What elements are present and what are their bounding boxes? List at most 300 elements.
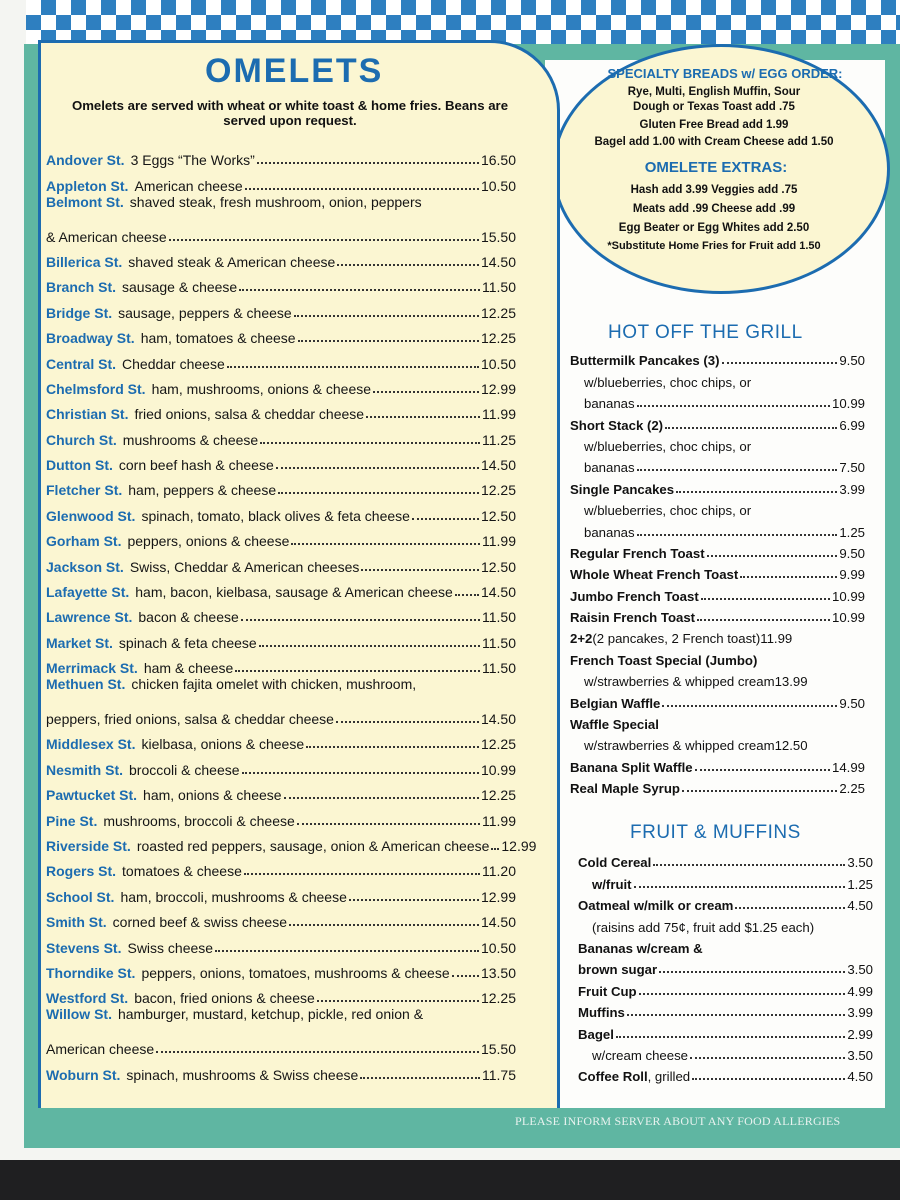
menu-item-name: Middlesex St. [46,736,136,753]
menu-item-price: 12.25 [480,787,516,804]
dot-leader [616,1036,845,1038]
menu-item-name: Oatmeal w/milk or cream [578,898,734,914]
menu-item-name: Broadway St. [46,330,135,347]
menu-item-price: 14.50 [480,711,516,728]
menu-item-description: ham, mushrooms, onions & cheese [151,380,372,397]
menu-item-name: Appleton St. [46,177,129,194]
menu-item-description: 3 Eggs “The Works” [130,152,255,169]
menu-item-description: mushrooms & cheese [122,431,259,448]
menu-item-name: Real Maple Syrup [570,781,680,797]
menu-item-description: sausage, peppers & cheese [118,304,292,321]
menu-item-name: Regular French Toast [570,545,705,561]
menu-item [46,194,516,245]
dot-leader [634,886,846,888]
dot-leader [242,772,479,774]
menu-item-description: Cheddar cheese [122,355,225,372]
dot-leader [455,594,479,596]
menu-item-description: American cheese [46,1041,155,1058]
menu-item-name: Stevens St. [46,939,122,956]
dot-leader [215,950,479,952]
grill-list [570,347,865,796]
menu-item-price: 12.50 [480,558,516,575]
dot-leader [707,555,838,557]
dot-leader [692,1078,845,1080]
menu-item-price: 11.50 [482,660,516,677]
menu-item [46,448,516,473]
menu-item-name: Woburn St. [46,1066,121,1083]
dot-leader [337,264,479,266]
menu-item [578,849,873,870]
menu-item [570,668,865,689]
menu-item [570,475,865,496]
menu-item-name: Pine St. [46,812,98,829]
menu-item-name: Cold Cereal [578,855,652,871]
menu-item-price: 14.50 [480,914,516,931]
dot-leader [298,340,479,342]
menu-item-name: w/cream cheese [592,1047,689,1063]
menu-item-price: 15.50 [480,1041,516,1058]
menu-item [570,433,865,454]
menu-item [570,561,865,582]
menu-item-name: Central St. [46,355,117,372]
menu-item-price: 12.25 [480,304,516,321]
menu-item-price: 11.25 [482,431,516,448]
menu-item-name: w/strawberries & whipped cream [584,738,775,754]
menu-item-name: Bagel [578,1026,614,1042]
menu-item-name: School St. [46,888,115,905]
menu-item-price: 12.50 [774,738,808,754]
dot-leader [637,469,838,471]
hot-off-the-grill-title: HOT OFF THE GRILL [608,322,803,343]
menu-item-name: Gorham St. [46,533,122,550]
menu-item [46,295,516,320]
menu-item-price: 10.50 [480,355,516,372]
dot-leader [289,924,479,926]
menu-item-price: 3.50 [847,1047,873,1063]
omelets-subtitle: Omelets are served with wheat or white toast & home fries. Beans are served upon request. [71,98,509,128]
menu-item-name: Glenwood St. [46,507,136,524]
menu-item-description: hamburger, mustard, ketchup, pickle, red onion & [117,1006,424,1023]
menu-item [46,930,516,955]
dot-leader [639,993,846,995]
menu-item-name: Lawrence St. [46,609,133,626]
menu-item-price: 2.99 [847,1026,873,1042]
menu-item-price: 14.50 [480,584,516,601]
dot-leader [690,1057,845,1059]
menu-item-name: Westford St. [46,990,129,1007]
menu-item [46,778,516,803]
menu-item-name: w/strawberries & whipped cream [584,674,775,690]
menu-item-price: 9.50 [839,545,865,561]
extras-line: Meats add .99 Cheese add .99 [632,203,796,215]
menu-item-description: & American cheese [46,228,167,245]
menu-item-price: 12.99 [480,888,516,905]
menu-item-description: chicken fajita omelet with chicken, mushroom, [131,676,417,693]
menu-item-description: ham & cheese [143,660,234,677]
menu-item-name: Raisin French Toast [570,610,696,626]
menu-item-description: spinach, mushrooms & Swiss cheese [126,1066,359,1083]
menu-item-name: Smith St. [46,914,107,931]
menu-item-line [46,676,516,692]
menu-item-price: 12.25 [480,736,516,753]
menu-item-name: Single Pancakes [570,481,675,497]
menu-item [46,676,516,727]
menu-item-description: roasted red peppers, sausage, onion & American cheese [136,837,490,854]
menu-item-name: Pawtucket St. [46,787,138,804]
menu-item-price: 10.50 [480,939,516,956]
menu-item [46,625,516,650]
menu-item-name: Willow St. [46,1006,112,1023]
menu-item [46,879,516,904]
menu-item [578,1020,873,1041]
menu-item [46,752,516,777]
menu-item-description: ham, peppers & cheese [128,482,277,499]
menu-item [578,956,873,977]
dot-leader [491,848,499,850]
menu-item-price: 12.25 [480,482,516,499]
menu-item-price: 11.50 [482,279,516,296]
menu-item-name: Jackson St. [46,558,124,575]
menu-item [46,346,516,371]
dot-leader [259,645,480,647]
menu-item [46,727,516,752]
menu-item-price: 14.50 [480,253,516,270]
menu-item [570,390,865,411]
menu-item-name: Whole Wheat French Toast [570,567,739,583]
menu-item-price: 3.99 [847,1005,873,1021]
menu-item-price: 1.25 [847,876,873,892]
dot-leader [297,823,480,825]
dot-leader [637,405,830,407]
menu-item-name: Market St. [46,634,113,651]
menu-item-description: mushrooms, broccoli & cheese [103,812,295,829]
menu-item [578,870,873,891]
menu-item [46,981,516,1006]
table-edge [0,1160,900,1200]
menu-item-price: 11.20 [482,863,516,880]
dot-leader [627,1014,845,1016]
menu-item-price: 6.99 [839,417,865,433]
menu-item-name: w/blueberries, choc chips, or [584,374,752,390]
menu-item-price: 11.99 [482,812,516,829]
extras-line: Egg Beater or Egg Whites add 2.50 [618,222,810,234]
menu-item-price: 3.99 [839,481,865,497]
menu-item [570,347,865,368]
menu-item-name: Andover St. [46,152,125,169]
menu-item [578,892,873,913]
menu-item [46,168,516,193]
breads-line: Rye, Multi, English Muffin, Sour [627,86,801,98]
breads-line: Gluten Free Bread add 1.99 [639,119,789,131]
menu-item-price: 10.50 [480,177,516,194]
menu-item-name: Muffins [578,1005,625,1021]
menu-item [46,600,516,625]
menu-item-price: 7.50 [839,460,865,476]
dot-leader [659,971,845,973]
menu-item-name: Riverside St. [46,837,131,854]
menu-item [46,803,516,828]
menu-item [46,1006,516,1057]
dot-leader [245,188,479,190]
dot-leader [260,442,480,444]
menu-item-price: 3.50 [847,962,873,978]
dot-leader [360,1077,480,1079]
menu-item-name: Lafayette St. [46,584,130,601]
menu-item-price: 10.99 [480,761,516,778]
menu-item [578,1042,873,1063]
menu-item-description: fried onions, salsa & cheddar cheese [134,406,365,423]
menu-item [570,625,865,646]
menu-item-line [46,711,516,727]
menu-item-price: 11.75 [482,1066,516,1083]
menu-item-price: 2.25 [839,781,865,797]
menu-item-name: Bananas w/cream & [578,940,703,956]
menu-item-description: bacon & cheese [138,609,239,626]
dot-leader [239,289,480,291]
omelets-list [46,143,537,1083]
dot-leader [278,492,479,494]
menu-item-name: Belgian Waffle [570,695,661,711]
menu-item-name: Rogers St. [46,863,117,880]
menu-item-name: Christian St. [46,406,129,423]
dot-leader [722,362,838,364]
menu-item-price: 10.99 [831,588,865,604]
menu-item [46,498,516,523]
menu-item [570,411,865,432]
fruit-list [578,849,873,1084]
dot-leader [317,1000,479,1002]
menu-item [570,646,865,667]
menu-item [578,1063,873,1084]
menu-item [570,518,865,539]
menu-item-price: 4.99 [847,983,873,999]
menu-item-name: 2+2 [570,631,593,647]
menu-item-name: Thorndike St. [46,964,136,981]
dot-leader [701,598,830,600]
menu-item [46,829,537,854]
dot-leader [373,391,479,393]
menu-item-description: Swiss, Cheddar & American cheeses [129,558,360,575]
menu-item-line [46,1006,516,1022]
menu-item-name: w/fruit [592,876,632,892]
menu-item-name: w/blueberries, choc chips, or [584,438,752,454]
dot-leader [665,427,837,429]
menu-item-name: Bridge St. [46,304,113,321]
menu-item-name: Dutton St. [46,457,113,474]
menu-item-price: 13.99 [774,674,808,690]
dot-leader [276,467,479,469]
menu-item-description: ham, tomatoes & cheese [140,330,296,347]
dot-leader [244,873,480,875]
menu-item-name: Coffee Roll [578,1069,648,1085]
menu-item-price: 12.25 [480,330,516,347]
dot-leader [241,619,480,621]
menu-item-price: 1.25 [839,524,865,540]
dot-leader [412,518,479,520]
menu-item [46,270,516,295]
menu-item-name: Belmont St. [46,193,124,210]
omelets-title: OMELETS [205,52,384,90]
menu-item [46,321,516,346]
menu-item-description: bacon, fried onions & cheese [134,990,315,1007]
dot-leader [676,491,837,493]
menu-item [46,422,516,447]
menu-item-line [46,194,516,210]
menu-item-name: Methuen St. [46,676,126,693]
dot-leader [169,239,479,241]
menu-item-description: shaved steak, fresh mushroom, onion, peppers [129,193,422,210]
menu-item-name: Fruit Cup [578,983,637,999]
dot-leader [366,416,480,418]
menu-item-name: Merrimack St. [46,660,138,677]
menu-item-name: Branch St. [46,279,117,296]
menu-item-description: Swiss cheese [127,939,214,956]
menu-item-name: Banana Split Waffle [570,759,693,775]
menu-item [570,497,865,518]
menu-item-price: 9.50 [839,695,865,711]
menu-item-line [46,229,516,245]
dot-leader [306,746,479,748]
menu-item-line [46,1041,516,1057]
dot-leader [291,543,480,545]
menu-item-price: 9.99 [839,567,865,583]
menu-item [46,524,516,549]
menu-item-name: Church St. [46,431,117,448]
dot-leader [349,899,479,901]
menu-item-name: Chelmsford St. [46,380,146,397]
menu-item [46,473,516,498]
menu-item [46,397,516,422]
menu-item [578,999,873,1020]
dot-leader [662,705,837,707]
menu-item [46,1057,516,1082]
menu-item-price: 4.50 [847,1069,873,1085]
menu-item-price: 12.25 [480,990,516,1007]
dot-leader [637,534,838,536]
dot-leader [682,790,837,792]
menu-item-description: American cheese [134,177,243,194]
menu-item-price: 9.50 [839,353,865,369]
menu-item [46,854,516,879]
menu-item [46,372,516,397]
menu-item-price: 13.50 [480,964,516,981]
menu-item [46,905,516,930]
menu-item-name: Short Stack (2) [570,417,664,433]
menu-item-description: tomatoes & cheese [122,863,242,880]
dot-leader [336,721,479,723]
menu-item [570,711,865,732]
menu-item-price: 12.50 [480,507,516,524]
breads-line: Dough or Texas Toast add .75 [633,101,795,113]
menu-item-name: French Toast Special (Jumbo) [570,652,758,668]
menu-item [570,775,865,796]
dot-leader [284,797,479,799]
menu-item-name: (raisins add 75¢, fruit add $1.25 each) [592,919,815,935]
menu-item-name: w/blueberries, choc chips, or [584,503,752,519]
dot-leader [697,619,830,621]
menu-item [46,956,516,981]
dot-leader [227,366,479,368]
menu-item-description: peppers, onions, tomatoes, mushrooms & cheese [141,964,450,981]
specialty-breads-title: SPECIALTY BREADS w/ EGG ORDER: [607,66,843,81]
menu-item-description: shaved steak & American cheese [128,253,336,270]
menu-item-price: 11.50 [482,634,516,651]
menu-item-description: ham, bacon, kielbasa, sausage & American cheese [135,584,453,601]
dot-leader [361,569,479,571]
menu-item [570,368,865,389]
dot-leader [294,315,479,317]
extras-line: Hash add 3.99 Veggies add .75 [630,184,798,196]
fruit-and-muffins-title: FRUIT & MUFFINS [630,822,801,843]
menu-item-name: Buttermilk Pancakes (3) [570,353,720,369]
dot-leader [695,769,830,771]
menu-item-description: corn beef hash & cheese [118,457,274,474]
menu-item [46,549,516,574]
menu-item-name: Billerica St. [46,253,123,270]
menu-item-price: 14.99 [831,759,865,775]
menu-item-price: 15.50 [480,228,516,245]
menu-item-name: Nesmith St. [46,761,124,778]
menu-item [46,143,516,168]
dot-leader [653,864,845,866]
breads-line: Bagel add 1.00 with Cream Cheese add 1.50 [594,136,834,148]
menu-item-name: bananas [584,396,635,412]
menu-item-note: , grilled [647,1069,691,1085]
menu-item [46,245,516,270]
dot-leader [156,1051,479,1053]
menu-item-name: bananas [584,460,635,476]
menu-item [578,935,873,956]
dot-leader [235,670,480,672]
dot-leader [740,576,837,578]
menu-item-description: peppers, onions & cheese [127,533,290,550]
menu-item [46,651,516,676]
menu-item-price: 12.99 [480,380,516,397]
menu-item [46,575,516,600]
extras-line: *Substitute Home Fries for Fruit add 1.50 [607,240,821,252]
menu-item-name: brown sugar [578,962,658,978]
menu-item-name: Jumbo French Toast [570,588,699,604]
menu-item-name: bananas [584,524,635,540]
menu-item-name: Fletcher St. [46,482,123,499]
menu-item-description: broccoli & cheese [129,761,240,778]
menu-item-price: 12.99 [501,837,537,854]
menu-item [570,454,865,475]
menu-item-price: 16.50 [480,152,516,169]
menu-item-description: spinach, tomato, black olives & feta cheese [141,507,410,524]
menu-item-note: (2 pancakes, 2 French toast) [592,631,761,647]
menu-item-description: kielbasa, onions & cheese [141,736,305,753]
menu-item-description: ham, broccoli, mushrooms & cheese [120,888,347,905]
menu-item [578,977,873,998]
omelete-extras-title: OMELETE EXTRAS: [644,159,788,176]
menu-item-price: 14.50 [480,457,516,474]
menu-item [570,732,865,753]
dot-leader [735,907,845,909]
menu-item-description: sausage & cheese [122,279,238,296]
menu-item-price: 10.99 [831,610,865,626]
menu-item [570,604,865,625]
menu-item [570,689,865,710]
menu-item-price: 4.50 [847,898,873,914]
menu-item [570,753,865,774]
dot-leader [452,975,479,977]
menu-item-price: 11.99 [760,631,793,647]
dot-leader [257,162,479,164]
menu-item-price: 11.99 [482,533,516,550]
menu-item-description: corned beef & swiss cheese [112,914,287,931]
menu-item-price: 10.99 [831,396,865,412]
